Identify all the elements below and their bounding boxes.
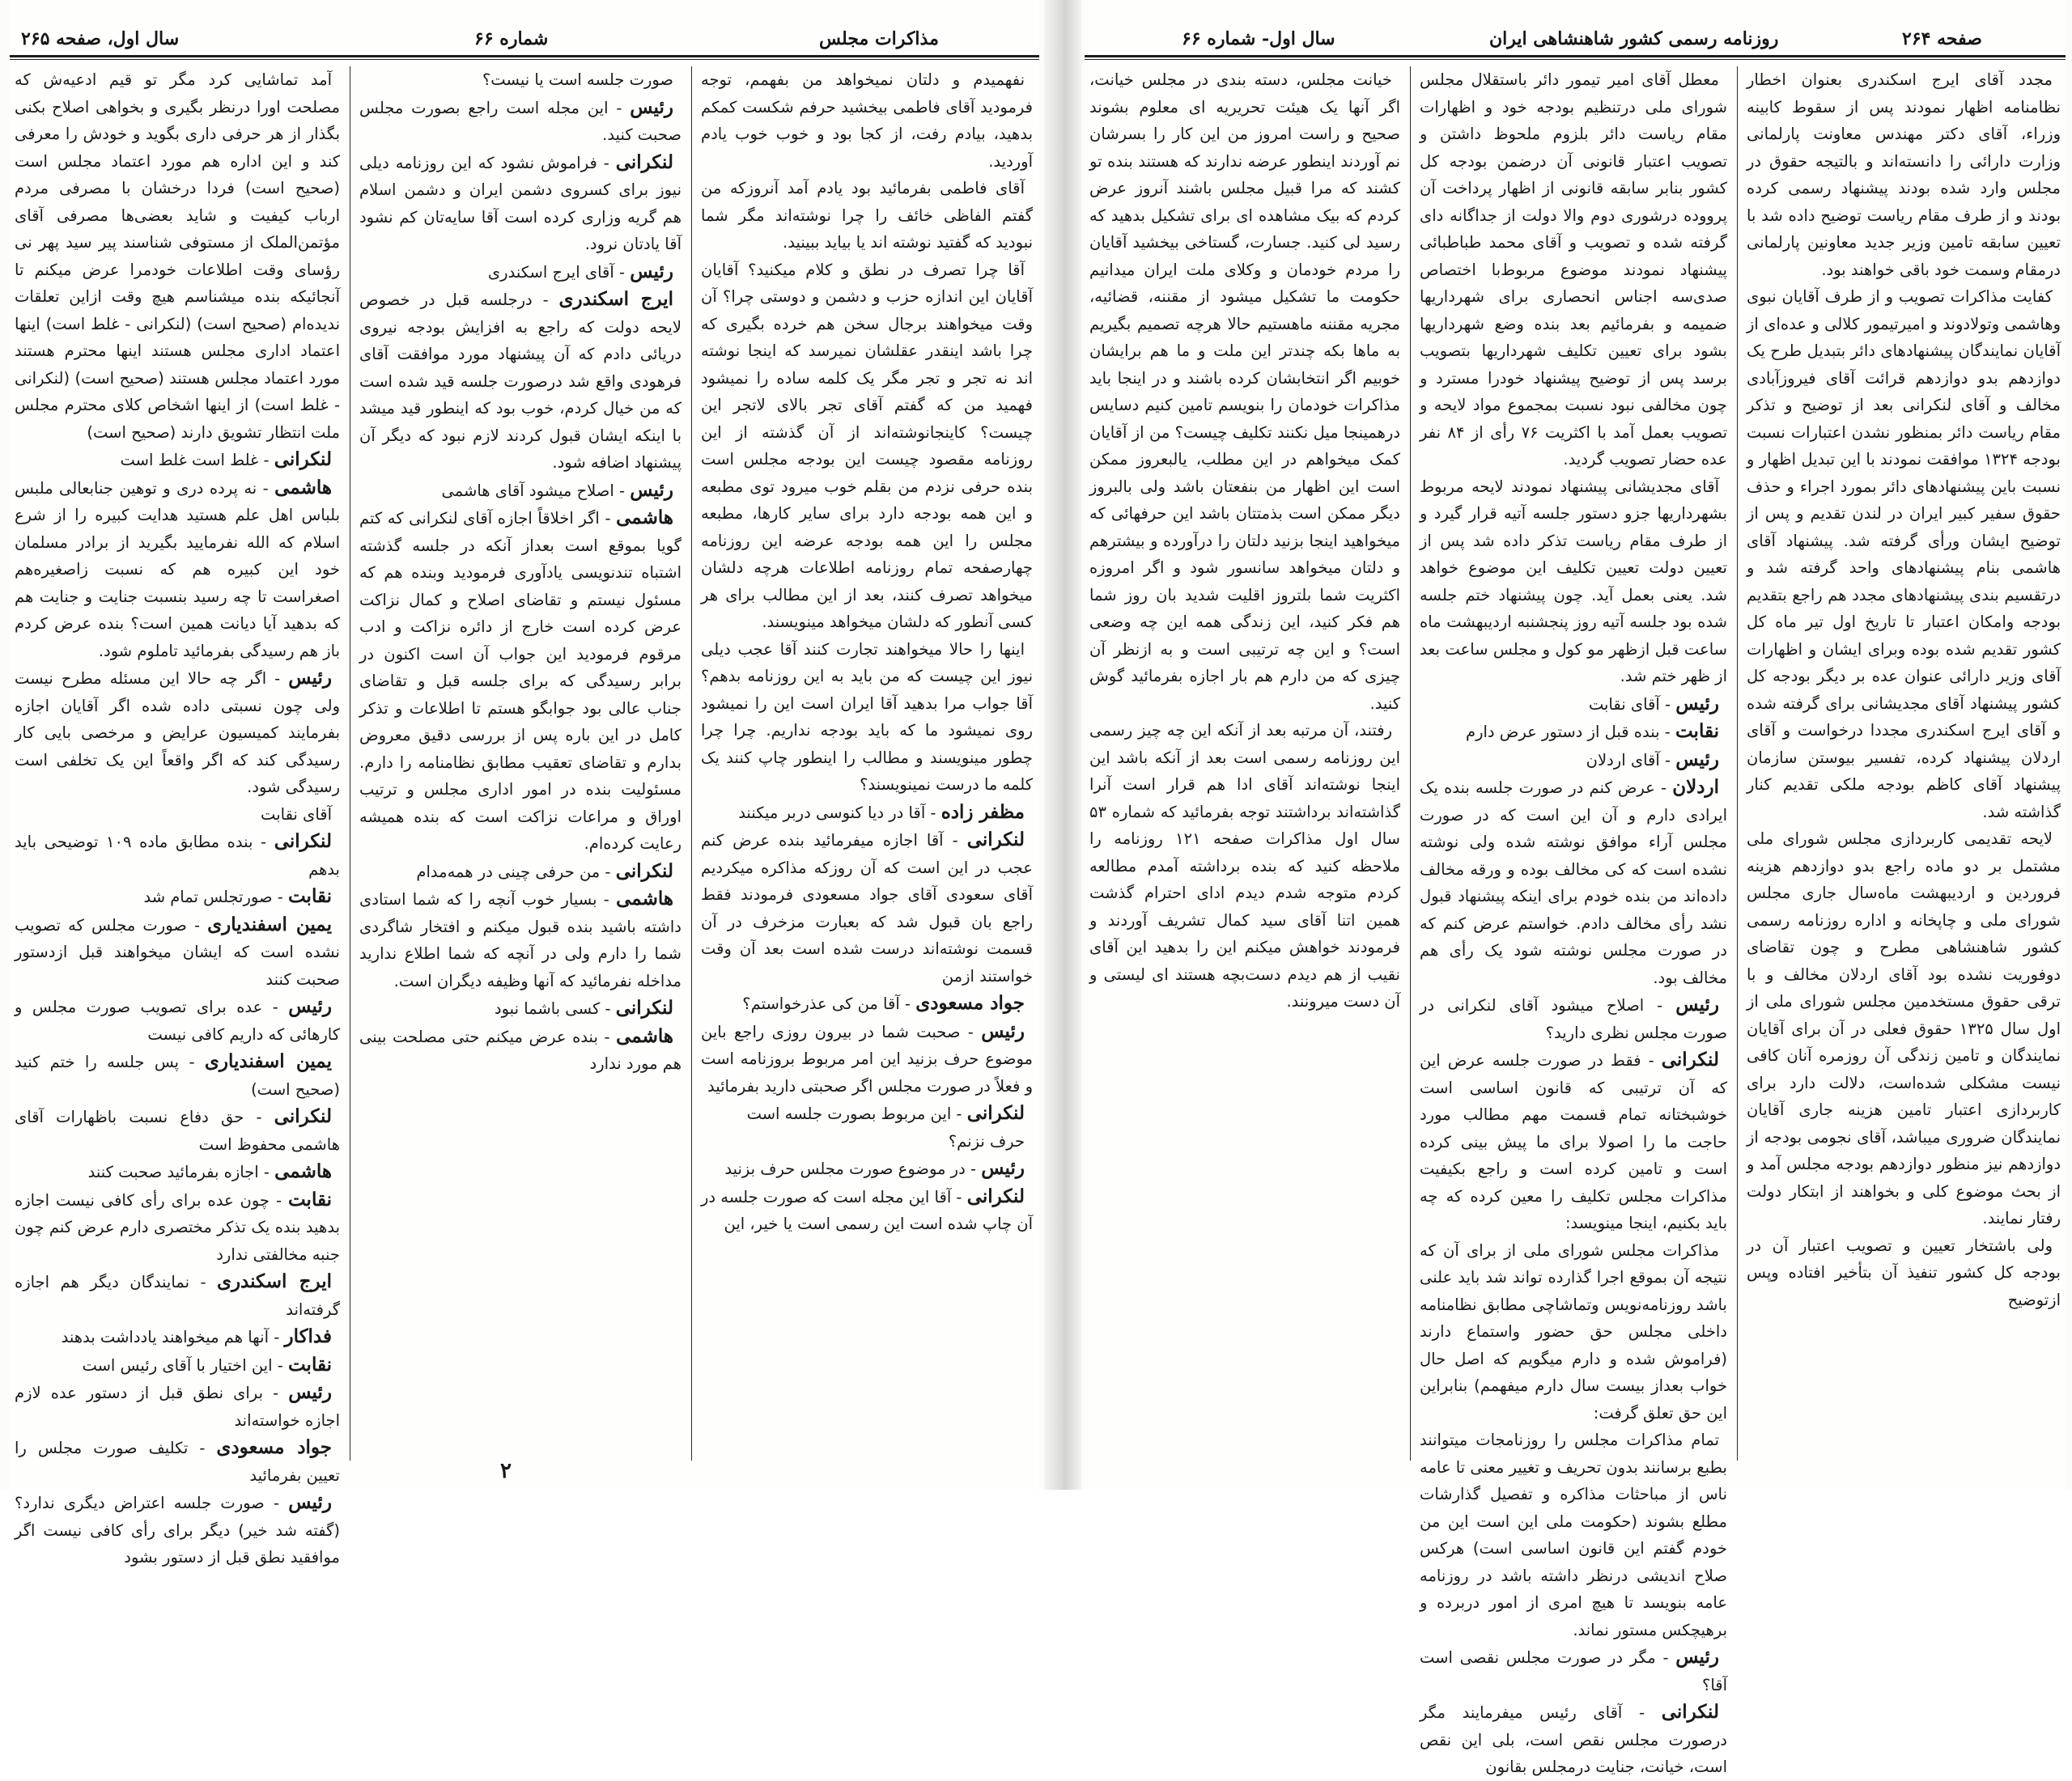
column-paragraph (701, 1155, 1033, 1183)
column-paragraph (701, 636, 1033, 799)
left-header-year-page: سال اول، صفحه ۲۶۵ (21, 28, 180, 49)
speaker-name: هاشمی (274, 1160, 332, 1182)
paragraph-text: - صورتجلس تمام شد (143, 888, 283, 906)
speaker-name: رئیس (288, 995, 332, 1017)
column-paragraph (701, 799, 1033, 827)
paragraph-text: - حق دفاع نسبت باظهارات آقای هاشمی محفوظ است (15, 1108, 340, 1154)
column-rule (1737, 66, 1738, 1461)
speaker-name: فداکار (284, 1325, 332, 1347)
column-paragraph (359, 66, 681, 94)
paragraph-text: - این مربوط بصورت جلسه است (746, 1105, 962, 1123)
speaker-name: رئیس (630, 478, 673, 501)
speaker-name: لنکرانی (274, 830, 333, 852)
paragraph-text: - درجلسه قبل در خصوص لایحه دولت که راجع به افزایش بودجه نیروی دریائی دادم که آن پیشنهاد مورد موافقت آقای فرهودی واقع شد درصورت جلسه قید شده است که من خیال کردم، خوب بود که اینطور قید میشد با اینکه ایشان قبول کردند لازم نبود که دیگر آن پیشنهاد اضافه شود. (359, 290, 681, 472)
right-page (1085, 0, 2066, 1776)
paragraph-text: - چون عده برای رأی کافی نیست اجازه بدهید بنده یک تذکر مختصری دارم عرض کنم چون جنبه مخالفتی ندارد (15, 1190, 340, 1264)
speaker-name: نقابت (1675, 720, 1719, 742)
paragraph-text: - آقا در دیا کنوسی دربر میکنند (738, 803, 936, 822)
paragraph-text: - نه پرده دری و توهین جنابعالی ملبس بلباس اهل علم هستید هدایت کبیره را از شرع اسلام که الله نفرمایید بگیرید از برادر مسلمان خود این کبیره هم که نسبت زاصغیره‌هم اصغراست تا چه رسید بنسبت جنایت و جنایت هم که بدهید آیا دیانت همین است؟ بنده عرض کردم باز هم رسیدگی بفرمائید تاملوم شود. (15, 478, 340, 660)
column-paragraph (15, 1323, 340, 1351)
paragraph-text: آقا چرا تصرف در نطق و کلام میکنید؟ آقایان آقایان این اندازه حزب و دشمن و دوستی چرا؟ آن وقت میخواهند برجال سخن هم خرده بگیری که چرا باشد اینقدر عقلشان نمیرسد که اینجا نوشته اند نه تجر و تجر مگر یک کلمه ساده را نمیشود فهمید من که گفتم آقای تجر بالای لاتجر این چیست؟ کاینجانوشته‌اند از آن گذشته از این روزنامه مقصود چیست این بودجه مجلس است بنده حرفی نزدم من بقلم خوب میرود توی مطبعه و این همه بودجه دارد برای سایر کارها، مطبعه مجلس را این همه بودجه عرضه این روزنامه چهارصفحه تمام روزنامه اطلاعات هرچه دلشان میخواهد تصرف کنند، بعد از این مطالب برای هر کسی آنطور که دلشان میخواهد مینویسند. (701, 260, 1033, 631)
column-paragraph (1089, 66, 1400, 717)
right-header-rule-thin (1085, 59, 2066, 60)
speaker-name: رئیس (288, 1491, 332, 1513)
column-paragraph (359, 286, 681, 477)
paragraph-text: - این مجله است راجع بصورت مجلس صحبت کنید. (359, 98, 681, 144)
speaker-name: رئیس (630, 95, 673, 118)
column-paragraph (1420, 746, 1727, 774)
right-columns (1085, 66, 2066, 1776)
paragraph-text: آقای فاطمی بفرمائید بود یادم آمد آنروزکه من گفتم الفاظی خائف را چرا نوشته‌اند مگر شما نبودید که گفتید نوشته اند یا بیاید ببینید. (701, 179, 1033, 252)
speaker-name: هاشمی (274, 476, 332, 498)
paragraph-text: - غلط است غلط است (120, 451, 270, 469)
right-header-journal: روزنامه رسمی کشور شاهنشاهی ایران (1489, 28, 1779, 49)
paragraph-text: - در موضوع صورت مجلس حرف بزنید (724, 1160, 977, 1178)
column-paragraph (1420, 991, 1727, 1046)
column-paragraph (15, 993, 340, 1048)
paragraph-text: آقای نقابت (261, 804, 332, 824)
paragraph-text: - فقط در صورت جلسه عرض این که آن ترتیبی که قانون اساسی است خوشبختانه تمام قسمت مهم مطالب مورد حاجت ما را اصولا برای ما پیش بینی کرده است و تامین کرده است و راجع بکیفیت مذاکرات مجلس تکلیف را معین کرده که چه باید بکنیم، اینجا مینویسد: (1420, 1051, 1727, 1232)
speaker-name: لنکرانی (274, 448, 332, 470)
column-paragraph (1420, 1237, 1727, 1427)
column-paragraph (359, 885, 681, 994)
column-paragraph (15, 1158, 340, 1186)
column-paragraph (15, 801, 340, 829)
column-paragraph (701, 826, 1033, 990)
speaker-name: یمین اسفندیاری (207, 913, 333, 935)
column-paragraph (15, 1434, 340, 1489)
speaker-name: لنکرانی (1661, 1049, 1719, 1071)
column-paragraph (359, 1023, 681, 1078)
left-header-rule-thin (10, 59, 1039, 60)
paragraph-text: - پس جلسه را ختم کنید (صحیح است) (15, 1053, 340, 1099)
paragraph-text: - اصلاح میشود آقای لنکرانی در صورت مجلس نظری دارید؟ (1420, 996, 1727, 1042)
column-paragraph (1089, 717, 1400, 1016)
column-paragraph (701, 1128, 1033, 1156)
paragraph-text: - آقا این مجله است که صورت جلسه در آن چاپ شده است این رسمی است یا خیر، این (701, 1187, 1033, 1233)
column-paragraph (1420, 66, 1727, 473)
speaker-name: رئیس (630, 260, 673, 282)
paragraph-text: - عرض کنم در صورت جلسه بنده یک ایرادی دارم و آن این است که در صورت مجلس آراء موافق نوشته شده ولی نوشته نشده است که کی مخالف بوده و ورقه مخالف داده‌اند من بنده خودم برای اینکه پیشنهاد قبول نشد رأی مخالف دادم. خواستم عرض کنم که در صورت مجلس نوشته شود یک رأی هم مخالف بود. (1420, 778, 1727, 987)
column-paragraph (15, 66, 340, 446)
paragraph-text: - صحبت شما در بیرون روزی راجع باین موضوع حرف بزنید این امر مربوط بروزنامه است و فعلاً در صورت مجلس اگر صحبتی دارید بفرمائید (701, 1022, 1033, 1096)
paragraph-text: - اگر چه حالا این مسئله مطرح نیست ولی چون نسبتی داده شده اگر آقایان اجازه بفرمایند کمیسیون عرایض و مرخصی بایی کار رسیدگی کند که اگر واقعاً این یک تخلفی است رسیدگی شود. (15, 669, 340, 796)
column-paragraph (1420, 774, 1727, 991)
paragraph-text: مذاکرات مجلس شورای ملی از برای آن که نتیجه آن بموقع اجرا گذارده تواند شد باید علنی باشد روزنامه‌نویس وتماشاچی مطابق نظامنامه داخلی مجلس حق حضور واستماع دارند (فراموش شده و دارم میگویم که اصل حال خواب بعداز بیست سال دارم میفهمم) بنابراین این حق تعلق گرفت: (1420, 1240, 1727, 1423)
paragraph-text: ولی باشتخار تعیین و تصویب اعتبار آن در بودجه کل کشور تنفیذ آن بتأخیر افتاده وپس ازتوضیح (1747, 1236, 2061, 1309)
paragraph-text: خیانت مجلس، دسته بندی در مجلس خیانت، اگر آنها یک هیئت تحریریه ای معلوم بشوند صحیح و راست امروز من این کار را بسرشان نم آوردند اینطور عرضه ندارند که هستند بنده تو کشند که مرا قبیل مجلس باشند آنروز عرض کردم که بیک مشاهده ای برای تشکیل بدهید که رسید لی کنید. جسارت، گستاخی بیخشید آقایان را مردم خودمان و وکلای ملت ایران میدانیم حکومت ما تشکیل میشود از مقننه، قضائیه، مجریه مقننه ماهستیم حالا هرچه تصمیم بگیریم به ماها بکه چندتر این ملت و ما هم برایشان خوبیم اگر انتخابشان کرده باشند و در اینجا باید مذاکرات خودمان را بنویسم تامین کنیم دسایس درهمینجا میل نکنند تکلیف چیست؟ من از آقایان کمک میخواهم در این مطلب، یالبعروز ممکن است این اظهار من بنفعتان باشد ولی بالبروز دیگر ممکن است بذمتتان باشد این حرفهائی که میخواهید اینجا بزنید دلتان را درآورده و بیشترهم و دلتان میخواهد سانسور شود و اگر امروزه اکثریت شما بلتروز اقلیت شدید بان روز شما هم فکر کنید، این زندگی همه این چه وضعی است؟ و این چه ترتیبی است و به ازنظر آن چیزی که من دارم هم بار اجازه بفرمائید گوش کنید. (1089, 70, 1400, 713)
column-paragraph (15, 474, 340, 665)
column-paragraph (1420, 690, 1727, 719)
speaker-name: لنکرانی (615, 151, 673, 173)
speaker-name: نقابت (287, 1188, 332, 1211)
speaker-name: مظفر زاده (940, 800, 1025, 823)
column-paragraph (359, 94, 681, 149)
column-paragraph (701, 1100, 1033, 1128)
speaker-name: ایرج اسکندری (216, 1270, 333, 1292)
speaker-name: هاشمی (616, 888, 673, 910)
paragraph-text: مجدد آقای ایرج اسکندری بعنوان اخطار نظامنامه اظهار نمودند پس از سقوط کابینه وزراء، آقای دکتر مهندس معاونت پارلمانی وزارت دارائی را دانسته‌اند و بالتیجه حقوق در مجلس وارد شده بودند پیشنهاد رسمی کرده بودند و از طرف مقام ریاست توضیح داده شد با تعیین سابقه تامین وزیر جدید معاونین پارلمانی درمقام وسمت خود باقی خواهند بود. (1747, 70, 2061, 279)
speaker-name: رئیس (1675, 748, 1719, 770)
speaker-name: رئیس (288, 667, 332, 689)
speaker-name: رئیس (1675, 1646, 1719, 1668)
column-paragraph (15, 883, 340, 911)
column-paragraph (701, 1018, 1033, 1100)
paragraph-text: - این اختیار با آقای رئیس است (82, 1355, 283, 1375)
column-paragraph (1420, 1046, 1727, 1237)
speaker-name: لنکرانی (615, 859, 673, 882)
speaker-name: رئیس (1675, 692, 1719, 715)
column-paragraph (359, 504, 681, 858)
paragraph-text: - مگر در صورت مجلس نقصی است آقا؟ (1420, 1648, 1727, 1694)
column-paragraph (1747, 825, 2061, 1232)
right-header-year-issue: سال اول- شماره ۶۶ (1182, 28, 1335, 49)
speaker-name: هاشمی (616, 1024, 674, 1047)
left-header-section: مذاکرات مجلس (819, 28, 939, 49)
column-paragraph (1420, 718, 1727, 746)
paragraph-text: - آقای نقابت (1588, 694, 1671, 714)
speaker-name: هاشمی (616, 507, 673, 528)
column-paragraph (15, 1351, 340, 1380)
paragraph-text: - تکلیف صورت مجلس را تعیین بفرمائید (15, 1439, 340, 1485)
speaker-name: ایرج اسکندری (558, 288, 674, 310)
column-paragraph (1747, 1232, 2061, 1314)
column-paragraph (1420, 1643, 1727, 1698)
column-paragraph (701, 66, 1033, 175)
column-paragraph (359, 149, 681, 258)
speaker-name: یمین اسفندیاری (204, 1050, 332, 1072)
column-paragraph (15, 1268, 340, 1323)
left-header-rule (10, 55, 1039, 57)
paragraph-text: آقای مجدیشانی پیشنهاد نمودند لایحه مربوط بشهرداریها جزو دستور جلسه آتیه قرار گیرد و از طرف مقام ریاست تذکر داده شد پس از تعیین دولت تعیین تکلیف این موضوع خواهد شد. یعنی بعمل آید. چون پیشنهاد ختم جلسه شده بود جلسه آتیه روز پنجشنبه اردیبهشت ماه ساعت قبل ازظهر مو کول و مجلس ساعت بعد از ظهر ختم شد. (1420, 477, 1727, 685)
column-paragraph (359, 994, 681, 1023)
paragraph-text: - آقای رئیس میفرمایند مگر درصورت مجلس نقص است، بلی این نقص است، خیانت، جنایت درمجلس بقانون (1420, 1703, 1727, 1776)
column-paragraph (359, 858, 681, 886)
paragraph-text: نفهمیدم و دلتان نمیخواهد من بفهمم، توجه فرمودید آقای فاطمی بیخشید حرفم شکست کمکم بدهید، بیادم رفت، از کجا بود و خوب خوب یادم آوردید. (701, 70, 1033, 171)
speaker-name: اردلان (1672, 776, 1719, 798)
left-page (10, 0, 1039, 1567)
speaker-name: لنکرانی (615, 997, 673, 1019)
paragraph-text: حرف نزنم؟ (948, 1131, 1025, 1151)
column-paragraph (15, 664, 340, 801)
left-header-issue: شماره ۶۶ (474, 28, 549, 49)
paragraph-text: آمد تماشایی کرد مگر تو قیم ادعیه‌ش که مصلحت اورا درنظر بگیری و بخواهی اصلاح بکنی بگذار از هر حرفی داری بگوید و خودش را معرفی کند و این اداره هم مورد اعتماد مجلس است (صحیح است) فردا درخشان با مصرفی مردم ارباب کیفیت و شاید بعضی‌ها مصرفی آقای مؤتمن‌الملک از مستوفی شناسند پیر سید پهر نی رؤسای وقت اطلاعات خودمرا عرض میکنم تا آنجائیکه بنده میشناسم هیچ وقت ازاین تعلقات ندیده‌ام (صحیح است) (لنکرانی - غلط است) اینها اعتماد اداری مجلس هستند اینها محترم هستند مورد اعتماد مجلس هستند (صحیح است) (لنکرانی - غلط است) از اینها اشخاص کلای محترم مجلس ملت انتظار تشویق دارند (صحیح است) (15, 70, 340, 442)
paragraph-text: - بنده عرض میکنم حتی مصلحت بینی هم مورد ندارد (359, 1027, 681, 1073)
paragraph-text: اینها را حالا میخواهند تجارت کنند آقا عجب دیلی نیوز این چیست که من باید به این روزنامه بدهم؟ آقا جواب مرا بدهید آقا ایران است این را نمیشود روی نمیشود ما که باید بودجه نداریم. چرا چرا چطور مینویسند و مطالب را اینطور چاپ کنند یک کلمه ما درست نمینویسند؟ (701, 639, 1033, 794)
speaker-name: لنکرانی (966, 829, 1025, 850)
paragraph-text: - بسیار خوب آنچه را که شما استادی داشته باشید بنده قبول میکنم و افتخار شاگردی شما را دارم ولی در آنچه که شما اطلاع ندارید مداخله نفرمائید که آنها وظیفه دیگران است. (359, 890, 681, 990)
right-page-header (1085, 23, 2066, 55)
column-paragraph (15, 1048, 340, 1103)
column-paragraph (1420, 1427, 1727, 1643)
speaker-name: نقابت (287, 1353, 332, 1376)
paragraph-text: - اگر اخلاقاً اجازه آقای لنکرانی که کتم گویا بموقع است بعداز آنکه در جلسه گذشته اشتباه تندنویسی یادآوری فرمودید وبنده هم که مسئول نیستم و تقاضای اصلاح و کمال نزاکت عرض کرده است خارج از دائره نزاکت و ادب مرقوم فرمودید این جواب آن است اکنون در برابر رسیدگی که برای جلسه قبل و تقاضای جناب عالی بود جوابگو هستم تا اطلاعات و تذکر کامل در این باره پس از بررسی دقیق معروض بدارم و تقاضای تعقیب مطابق نظامنامه را دارم. مسئولیت بنده در امور اداری مجلس و ترتیب اوراق و مراعات نزاکت است که بنده همیشه رعایت کرده‌ام. (359, 509, 681, 853)
paragraph-text: - آنها هم میخواهند یادداشت بدهند (61, 1328, 280, 1346)
paragraph-text: رفتند، آن مرتبه بعد از آنکه این چه چیز رسمی این روزنامه رسمی است بعد از آنکه باشد این اینجا نوشته‌اند آقای ادا هم قرار است آنرا گذاشته‌اند برداشتند توجه بفرمائید که شماره ۵۳ سال اول مذاکرات صفحه ۱۲۱ روزنامه را ملاحظه کنید که بنده برداشته آمدم مطالعه کردم متوجه شدم دیدم ادای احترام گذشت همین اتنا آقای سید کمال تشریف آوردند و فرمودند خواهش میکنم این را بدهید این آقای نقیب از هم دیدم دست‌بچه هستند ای لیستی و آن دست میرونند. (1089, 721, 1401, 1011)
column-paragraph (701, 175, 1033, 257)
paragraph-text: تمام مذاکرات مجلس را روزنامجات میتوانند بطبع برسانند بدون تحریف و تغییر معنی تا عامه ناس از مباحثات مذاکره و تفصیل گذارشات مطلع بشوند (حکومت ملی این است این من خودم گفتم این قانون اساسی است) هرکس صلاح اندیشی درنظر داشته باشد در روزنامه عامه بنویسد تا هیچ امری از امور دربرده و برهیچکس مستور نماند. (1420, 1431, 1727, 1639)
speaker-name: رئیس (981, 1020, 1025, 1042)
paragraph-text: - اجازه بفرمائید صحبت کنند (87, 1163, 270, 1181)
paragraph-text: - صورت مجلس که تصویب نشده است که ایشان میخواهند قبل ازدستور صحبت کنند (15, 915, 340, 989)
speaker-name: لنکرانی (1661, 1701, 1719, 1723)
column-paragraph (15, 1186, 340, 1269)
paragraph-text: - آقا من کی عذرخواستم؟ (742, 994, 911, 1013)
left-column-2 (359, 66, 681, 1461)
left-column-3 (701, 66, 1033, 1461)
column-rule (691, 66, 692, 1461)
column-paragraph (1747, 66, 2061, 283)
right-header-page: صفحه ۲۶۴ (1902, 28, 1982, 49)
left-column-1 (15, 66, 340, 1567)
speaker-name: رئیس (288, 1381, 332, 1403)
column-paragraph (701, 990, 1033, 1018)
paragraph-text: - اصلاح میشود آقای هاشمی (441, 481, 626, 500)
column-paragraph (15, 911, 340, 994)
column-paragraph (701, 257, 1033, 636)
speaker-name: جواد مسعودی (216, 1436, 332, 1458)
column-paragraph (359, 258, 681, 286)
column-paragraph (15, 1489, 340, 1571)
speaker-name: لنکرانی (274, 1105, 332, 1127)
column-paragraph (1747, 283, 2061, 825)
paragraph-text: - برای نطق قبل از دستور عده لازم اجازه خواسته‌اند (15, 1384, 340, 1430)
paragraph-text: - کسی باشما نبود (494, 999, 611, 1018)
paragraph-text: - نمایندگان دیگر هم اجازه گرفته‌اند (15, 1273, 340, 1319)
paragraph-text: معطل آقای امیر تیمور دائر باستقلال مجلس شورای ملی درتنظیم بودجه خود و اظهارات مقام ریاست دائر بلزوم ملحوظ داشتن و تصویب اعتبار قانونی آن درضمن بودجه کل کشور بنابر سابقه قانونی از اظهار پرداخت آن پرووده درشوری دوم والا دولت از جداگانه دای گرفته شده و تصویب و آقای محمد طباطبائی پیشنهاد نمودند موضوع مربوط‌با اختصاص صدی‌سه اجناس انحصاری برای شهرداریها ضمیمه و بفرمائیم بعد بنده وضع شهرداریها بشود برای تعیین تکلیف شهرداریها بتصویب برسد پس از توضیح پیشنهاد خودرا مسترد و چون مخالفی نبود نسبت بمجموع مواد لایحه و تصویب بعمل آمد با اکثریت ۷۶ رأی از ۸۴ نفر عده حضار تصویب گردید. (1420, 70, 1727, 469)
left-footer-mark: ۲ (500, 1459, 512, 1483)
speaker-name: رئیس (1675, 994, 1719, 1016)
paragraph-text: - فراموش نشود که این روزنامه دیلی نیوز برای کسروی دشمن ایران و دشمن اسلام هم گریه وزاری کرده است آقا سایه‌تان کم نشود آقا یادتان نرود. (359, 153, 681, 253)
paragraph-text: - آقا اجازه میفرمائید بنده عرض کنم عجب در این است که آن روزکه مذاکره میکردیم آقای سعودی آقای جواد مسعودی فرمودند فقط راجع بان قبول شد که بعبارت مزخرف در آن قسمت نوشته‌اند درست شده است بعد آن وقت خواستند ازمن (701, 831, 1033, 986)
column-paragraph (15, 1379, 340, 1434)
paragraph-text: - آقای اردلان (1586, 750, 1671, 770)
column-paragraph (15, 446, 340, 474)
left-page-header (10, 23, 1039, 55)
speaker-name: لنکرانی (966, 1102, 1025, 1124)
right-column-2 (1420, 66, 1727, 1776)
column-rule (1410, 66, 1411, 1461)
left-columns (10, 66, 1039, 1567)
speaker-name: لنکرانی (966, 1185, 1025, 1207)
paragraph-text: - بنده قبل از دستور عرض دارم (1466, 723, 1671, 741)
paragraph-text: - صورت جلسه اعتراض دیگری ندارد؟ (گفته شد خیر) دیگر برای رأی کافی نیست اگر موافقید نطق قبل از دستور بشود (15, 1494, 340, 1567)
right-column-3 (1747, 66, 2061, 1461)
paragraph-text: - بنده مطابق ماده ۱۰۹ توضیحی باید بدهم (15, 833, 340, 879)
column-paragraph (1420, 1698, 1727, 1781)
right-header-rule (1085, 55, 2066, 57)
paragraph-text: - آقای ایرج اسکندری (487, 262, 626, 282)
paragraph-text: - من حرفی چینی در همه‌مدام (416, 862, 611, 881)
paragraph-text: - عده برای تصویب صورت مجلس و کارهائی که داریم کافی نیست (15, 998, 340, 1044)
paragraph-text: کفایت مذاکرات تصویب و از طرف آقایان نبوی وهاشمی وتولادوند و امیرتیمور کلالی و عده‌ای از آقایان نمایندگان پیشنهادهای دائر بتبدیل طرح یک دوازدهم بدو دوازدهم قرائت آقای فیروزآبادی مخالف و آقای لنکرانی بعد از توضیح و تذکر مقام ریاست دائر بمنظور نشدن اعتبارات نسبت بودجه ۱۳۲۴ موافقت نمودند با این تبدیل اظهار و نسبت باین پیشنهادهای دائر بمورد اجراء و حذف حقوق سفیر کبیر ایران در لندن تقدیم و پس از توضیح ایشان ورأی گرفته شد. پیشنهاد آقای هاشمی بنام پیشنهادهای واحد گرفته شد و درتقسیم بندی پیشنهادهای مجدد هم راجع بتقدیم بودجه وامکان اعتبار تا تاریخ اول تیر ماه کل کشور تقدیم شده بوده وبرای ایشان و اظهارات آقای وزیر دارائی عنوان عده بر دیگر بودجه کل کشور پیشنهاد آقای مجدیشانی برای گرفته شده و آقای ایرج اسکندری مجددا درخواست و آقای اردلان پیشنهاد کرده، تفسیر بیوستن سازمان پیشنهاد آقای کاظم بودجه ملکی تقدیم کنار گذاشته شد. (1747, 287, 2061, 821)
column-paragraph (701, 1183, 1033, 1238)
column-paragraph (15, 828, 340, 883)
speaker-name: نقابت (287, 885, 332, 907)
book-gutter (1044, 0, 1081, 1490)
paragraph-text: صورت جلسه است یا نیست؟ (482, 70, 673, 89)
column-paragraph (1420, 473, 1727, 690)
paragraph-text: لایحه تقدیمی کاربردازی مجلس شورای ملی مشتمل بر دو ماده راجع بدو دوازدهم هزینه فروردین و اردیبهشت ماه‌سال جاری مجلس شورای ملی و چاپخانه و اداره روزنامه رسمی کشور شاهنشاهی مطرح و چون تقاضای دوفوریت نشده بود آقای اردلان مخالف و با ترقی حقوق مستخدمین مجلس شورای ملی از اول سال ۱۳۲۵ حقوق فعلی در آن برای آقایان نمایندگان و تامین زندگی آن روزمره آنان کافی نیست مشکلی شده‌است، دلالت دارد برای کاربردازی اعتبار تامین هزینه جاری آقایان نمایندگان ضروری میباشد، آقای نجومی بودجه از دوازدهم نیز منظور دوازدهم بودجه مجلس آمد و از بحث موضوع کلی و بخواهند از ابتکار دولت رفتار نمایند. (1747, 829, 2061, 1228)
speaker-name: جواد مسعودی (915, 992, 1025, 1014)
column-paragraph (359, 477, 681, 505)
right-column-1 (1089, 66, 1400, 1461)
speaker-name: رئیس (981, 1157, 1025, 1179)
column-paragraph (15, 1103, 340, 1158)
